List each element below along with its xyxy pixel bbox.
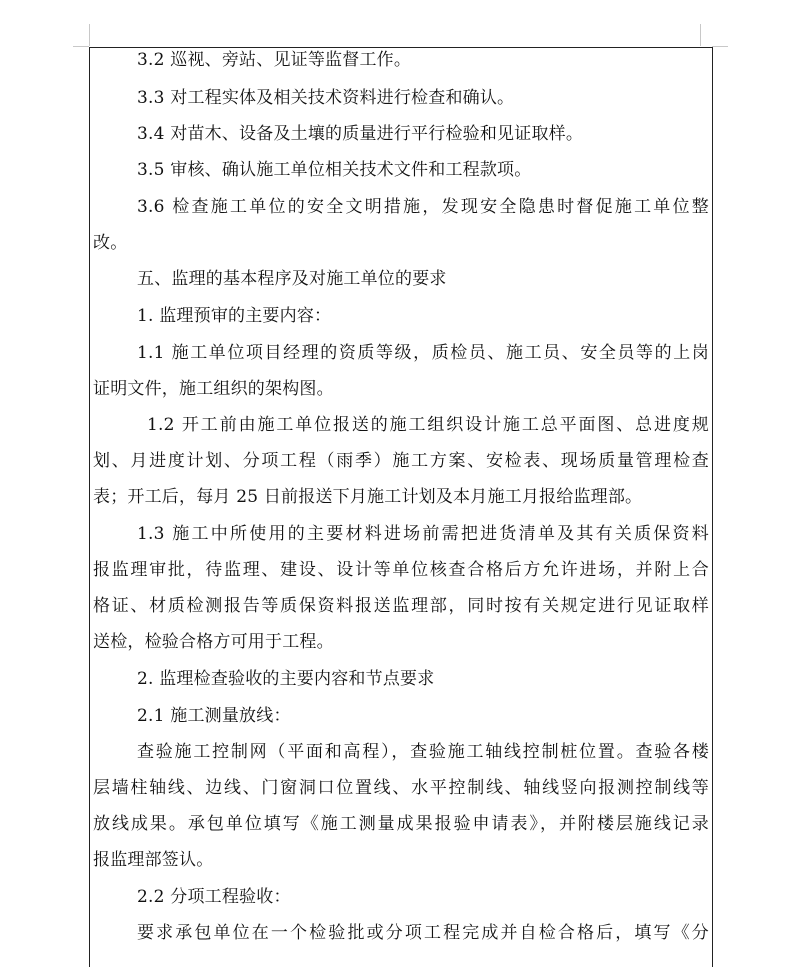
- text-line: 3.5 审核、确认施工单位相关技术文件和工程款项。: [137, 160, 532, 180]
- text-line: 放线成果。承包单位填写《施工测量成果报验申请表》，并附楼层施线记录: [93, 814, 709, 834]
- crop-mark-right: [700, 24, 701, 46]
- text-line: 3.3 对工程实体及相关技术资料进行检查和确认。: [137, 88, 515, 108]
- text-line: 送检，检验合格方可用于工程。: [93, 632, 334, 652]
- crop-mark-left-h: [73, 46, 89, 47]
- text-line: 改。: [93, 233, 128, 253]
- text-line: 3.2 巡视、旁站、见证等监督工作。: [137, 50, 412, 70]
- crop-mark-left: [89, 24, 90, 46]
- text-line: 格证、材质检测报告等质保资料报送监理部，同时按有关规定进行见证取样: [93, 596, 709, 616]
- crop-mark-right-h: [712, 46, 728, 47]
- text-line: 1.2 开工前由施工单位报送的施工组织设计施工总平面图、总进度规: [147, 415, 709, 435]
- text-line: 报监理审批，待监理、建设、设计等单位核查合格后方允许进场，并附上合: [93, 560, 709, 580]
- text-line: 1.1 施工单位项目经理的资质等级，质检员、施工员、安全员等的上岗: [137, 343, 709, 363]
- text-line: 表；开工后，每月 25 日前报送下月施工计划及本月施工月报给监理部。: [93, 487, 643, 507]
- text-line: 要求承包单位在一个检验批或分项工程完成并自检合格后，填写《分: [137, 923, 709, 943]
- text-line: 1. 监理预审的主要内容：: [137, 306, 332, 326]
- text-line: 划、月进度计划、分项工程（雨季）施工方案、安检表、现场质量管理检查: [93, 451, 709, 471]
- text-line: 3.4 对苗木、设备及土壤的质量进行平行检验和见证取样。: [137, 124, 584, 144]
- text-line: 报监理部签认。: [93, 850, 214, 870]
- section-heading: 2. 监理检查验收的主要内容和节点要求: [137, 669, 435, 689]
- text-line: 层墙柱轴线、边线、门窗洞口位置线、水平控制线、轴线竖向报测控制线等: [93, 778, 709, 798]
- text-line: 查验施工控制网（平面和高程），查验施工轴线控制桩位置。查验各楼: [137, 742, 709, 762]
- text-line: 证明文件，施工组织的架构图。: [93, 379, 334, 399]
- text-line: 2.1 施工测量放线：: [137, 706, 291, 726]
- text-line: 1.3 施工中所使用的主要材料进场前需把进货清单及其有关质保资料: [137, 524, 709, 544]
- section-heading: 五、监理的基本程序及对施工单位的要求: [137, 269, 447, 289]
- text-line: 3.6 检查施工单位的安全文明措施，发现安全隐患时督促施工单位整: [137, 197, 709, 217]
- text-line: 2.2 分项工程验收：: [137, 887, 291, 907]
